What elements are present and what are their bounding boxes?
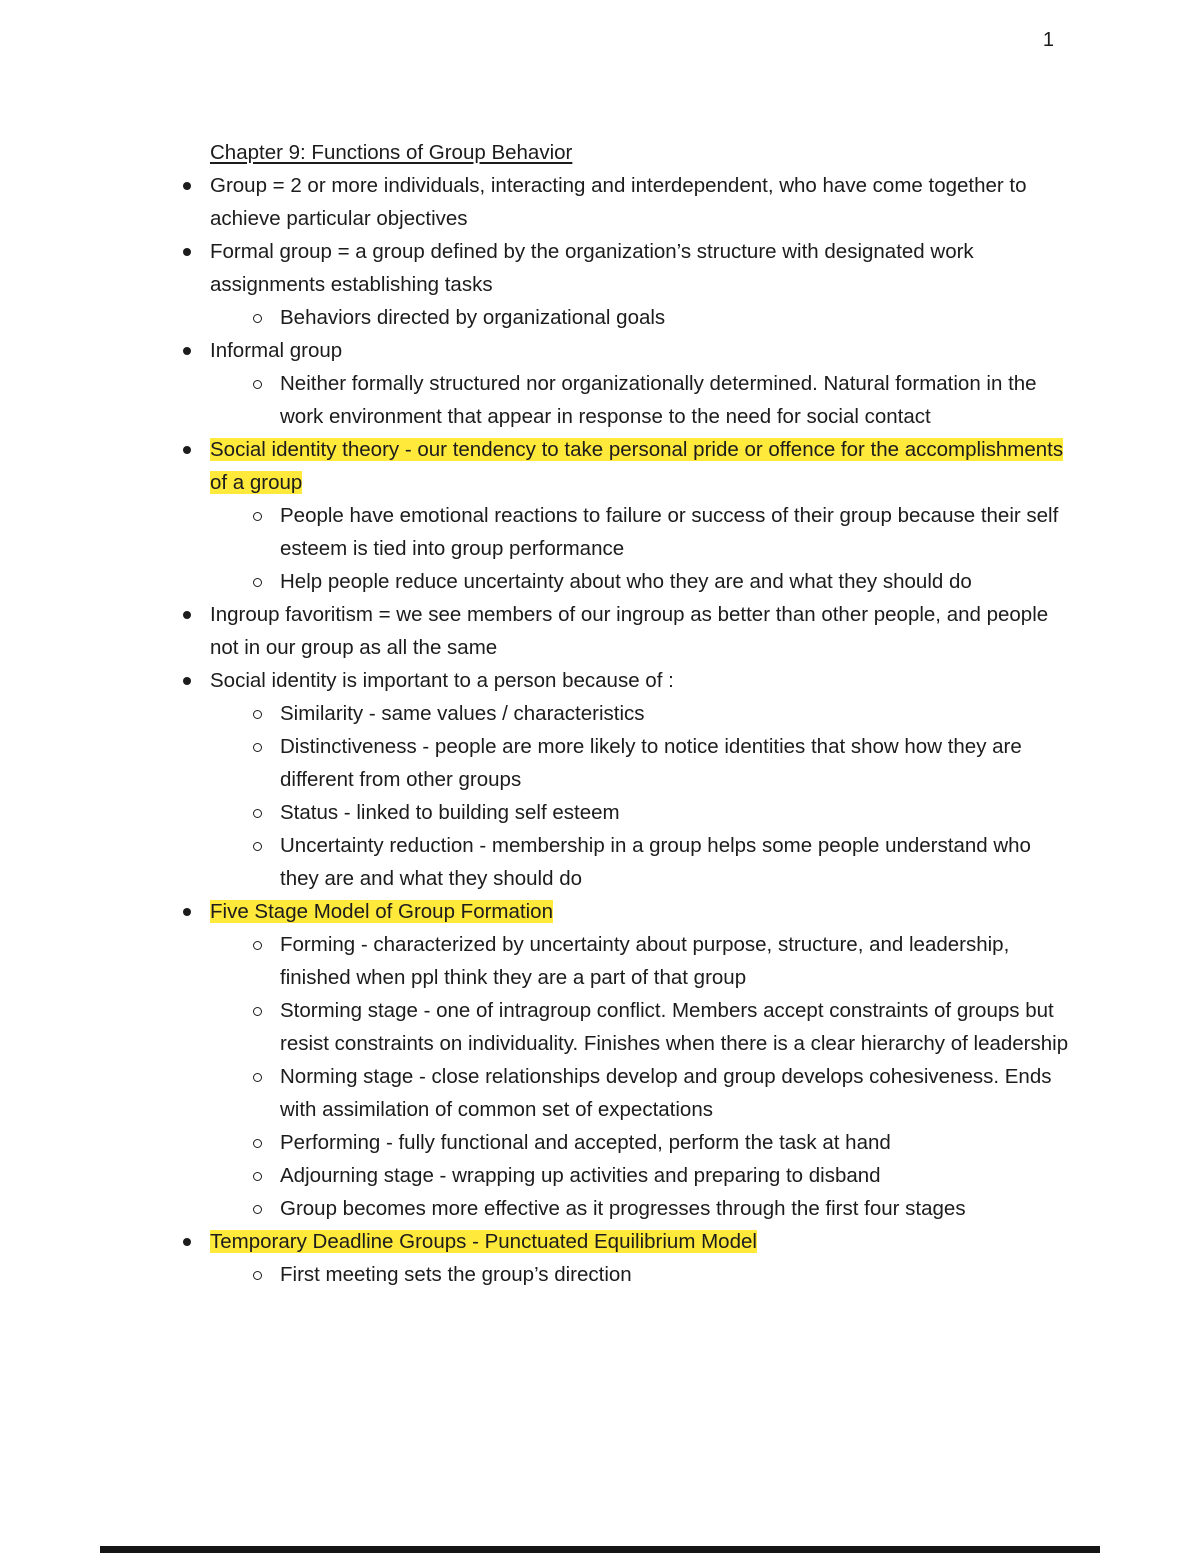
filled-bullet-marker: [180, 598, 210, 664]
list-item: [180, 598, 1070, 664]
item-text: Norming stage - close relationships develop and group develops cohesiveness. Ends with assimilation of common set of expectations: [280, 1065, 1052, 1121]
list-item: [250, 697, 1070, 730]
item-text: Group = 2 or more individuals, interacting and interdependent, who have come together to achieve particular objectives: [210, 174, 1027, 230]
item-text: Social identity is important to a person because of :: [210, 669, 674, 692]
item-text: Adjourning stage - wrapping up activities and preparing to disband: [280, 1164, 881, 1187]
list-item: [250, 565, 1070, 598]
list-item: [250, 301, 1070, 334]
list-item: [180, 895, 1070, 928]
open-bullet-marker: [250, 928, 280, 994]
item-text: First meeting sets the group’s direction: [280, 1263, 632, 1286]
page-number: 1: [1042, 29, 1054, 51]
item-text: Forming - characterized by uncertainty about purpose, structure, and leadership, finished when ppl think they are a part of that group: [280, 933, 1010, 989]
list-item: [250, 928, 1070, 994]
open-bullet-marker: [250, 697, 280, 730]
item-text: Distinctiveness - people are more likely to notice identities that show how they are different from other groups: [280, 735, 1022, 791]
open-bullet-marker: [250, 1060, 280, 1126]
filled-bullet-marker: [180, 664, 210, 697]
list-item: [250, 367, 1070, 433]
list-item: [180, 433, 1070, 499]
list-item: [250, 796, 1070, 829]
notes-content: [180, 136, 1070, 1291]
list-item: [250, 499, 1070, 565]
list-item: [250, 1258, 1070, 1291]
item-text: Storming stage - one of intragroup conflict. Members accept constraints of groups but resist constraints on individuality. Finishes when there is a clear hierarchy of leadership: [280, 999, 1069, 1055]
item-text: Behaviors directed by organizational goals: [280, 306, 666, 329]
open-bullet-marker: [250, 1126, 280, 1159]
open-bullet-marker: [250, 829, 280, 895]
list-item: [250, 994, 1070, 1060]
item-text: Similarity - same values / characteristics: [280, 702, 645, 725]
filled-bullet-marker: [180, 235, 210, 301]
list-item: [250, 1126, 1070, 1159]
open-bullet-marker: [250, 499, 280, 565]
item-text: People have emotional reactions to failure or success of their group because their self esteem is tied into group performance: [280, 504, 1059, 560]
open-bullet-marker: [250, 301, 280, 334]
item-text: Ingroup favoritism = we see members of our ingroup as better than other people, and people not in our group as all the same: [210, 603, 1049, 659]
filled-bullet-marker: [180, 433, 210, 499]
item-text: Help people reduce uncertainty about who they are and what they should do: [280, 570, 972, 593]
item-text: Group becomes more effective as it progresses through the first four stages: [280, 1197, 966, 1220]
next-page-edge: [100, 1546, 1100, 1553]
list-item: [250, 1192, 1070, 1225]
list-item: [180, 235, 1070, 301]
list-item: [250, 1060, 1070, 1126]
open-bullet-marker: [250, 1258, 280, 1291]
list-item: [250, 730, 1070, 796]
list-item: [180, 334, 1070, 367]
item-text: Performing - fully functional and accepted, perform the task at hand: [280, 1131, 891, 1154]
notes-list: [180, 169, 1070, 1291]
list-item: [250, 1159, 1070, 1192]
list-item: [180, 169, 1070, 235]
open-bullet-marker: [250, 796, 280, 829]
list-item: [250, 829, 1070, 895]
filled-bullet-marker: [180, 334, 210, 367]
list-item: [180, 1225, 1070, 1258]
open-bullet-marker: [250, 565, 280, 598]
open-bullet-marker: [250, 1192, 280, 1225]
item-text: Temporary Deadline Groups - Punctuated Equilibrium Model: [210, 1230, 757, 1253]
filled-bullet-marker: [180, 895, 210, 928]
item-text: Five Stage Model of Group Formation: [210, 900, 553, 923]
open-bullet-marker: [250, 367, 280, 433]
open-bullet-marker: [250, 1159, 280, 1192]
open-bullet-marker: [250, 730, 280, 796]
item-text: Uncertainty reduction - membership in a group helps some people understand who they are and what they should do: [280, 834, 1031, 890]
filled-bullet-marker: [180, 169, 210, 235]
open-bullet-marker: [250, 994, 280, 1060]
item-text: Informal group: [210, 339, 343, 362]
filled-bullet-marker: [180, 1225, 210, 1258]
list-item: [180, 664, 1070, 697]
page-title: Chapter 9: Functions of Group Behavior: [210, 141, 573, 164]
item-text: Neither formally structured nor organizationally determined. Natural formation in the work environment that appear in response to the need for social contact: [280, 372, 1037, 428]
item-text: Social identity theory - our tendency to take personal pride or offence for the accomplishments of a group: [210, 438, 1064, 494]
item-text: Status - linked to building self esteem: [280, 801, 620, 824]
item-text: Formal group = a group defined by the organization’s structure with designated work assignments establishing tasks: [210, 240, 974, 296]
